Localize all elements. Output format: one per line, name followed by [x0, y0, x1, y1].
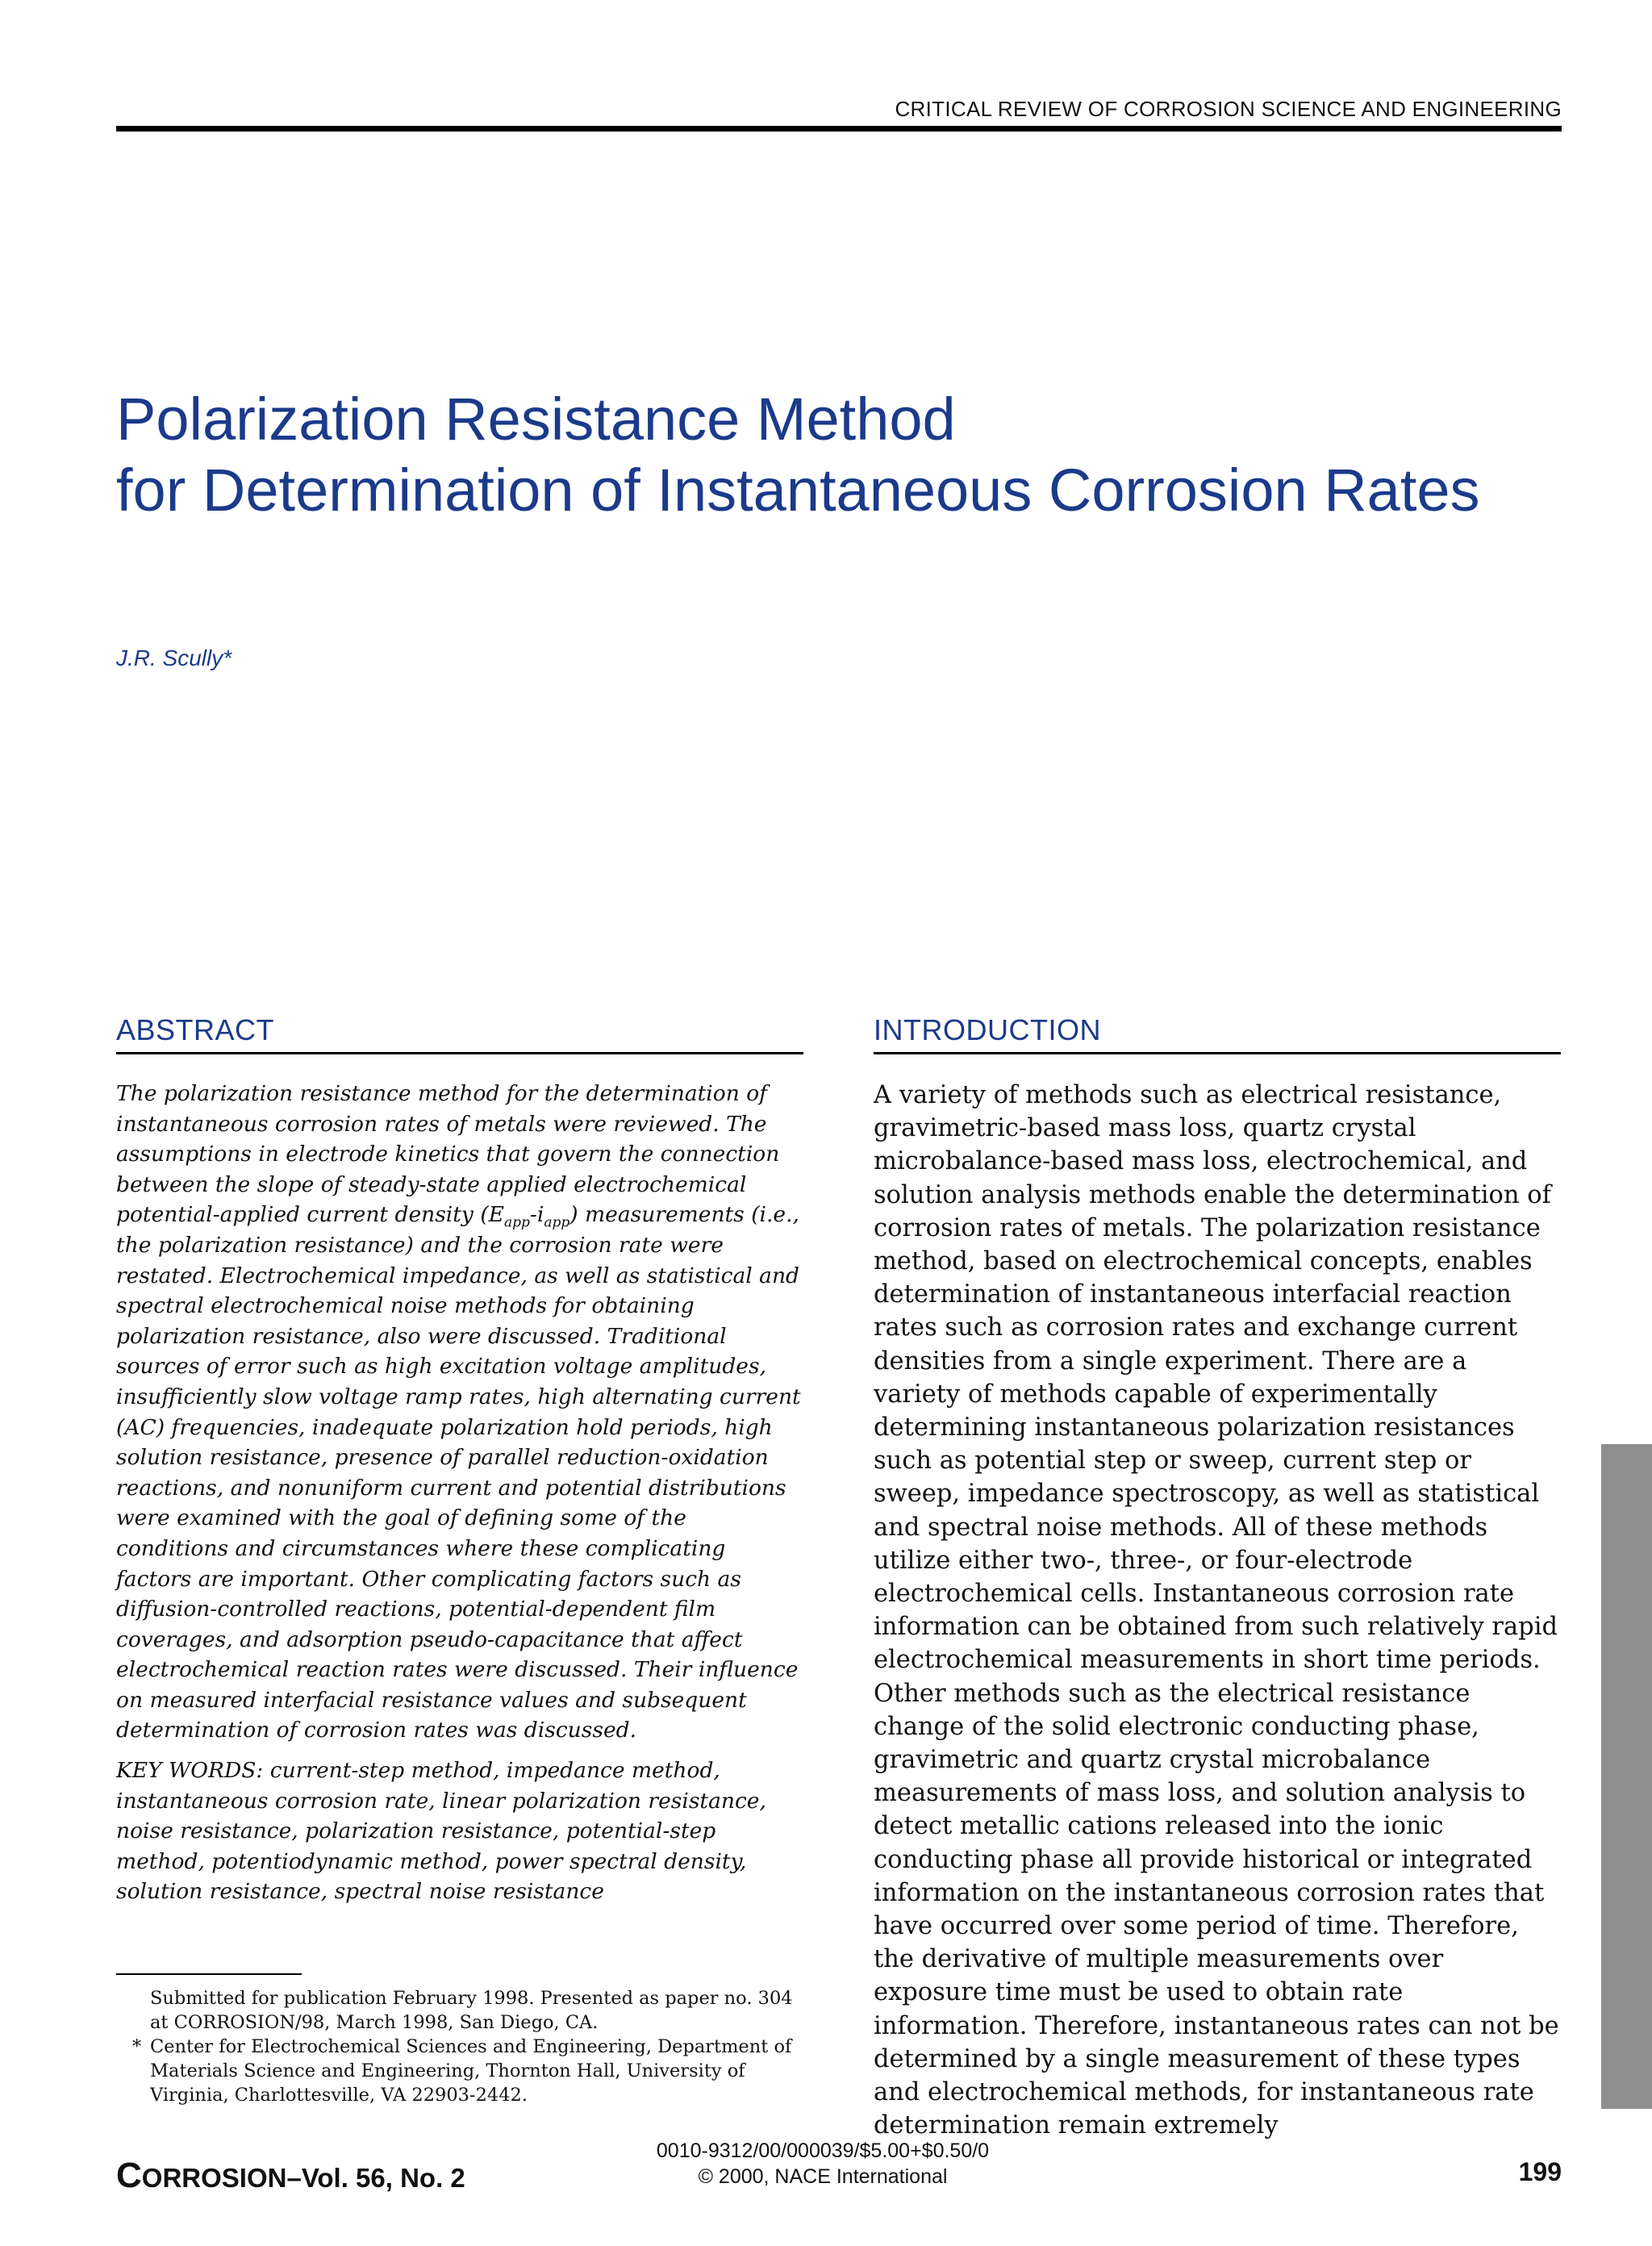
abstract-column — [116, 1013, 803, 1917]
footnote-affiliation-text: Center for Electrochemical Sciences and Engineering, Department of Materials Science and Engineering, Thornton Hall, University of Virginia, Charlottesville, VA 22903-2442. — [150, 2036, 792, 2106]
title-line-2: for Determination of Instantaneous Corrosion Rates — [116, 457, 1480, 524]
header-rule — [116, 126, 1562, 132]
footnote-affiliation — [116, 2035, 810, 2107]
footnotes — [116, 1986, 810, 2107]
subscript-app-2: app — [544, 1214, 570, 1231]
keywords: KEY WORDS: current-step method, impedance method, instantaneous corrosion rate, linear polarization resistance, noise resistance, polarization resistance, potential-step method, potentiodynamic method, power spectral density, solution resistance, spectral noise resistance — [116, 1758, 766, 1905]
introduction-column — [874, 1013, 1561, 2143]
abstract-text-3: ) measurements (i.e., the polarization resistance) and the corrosion rate were restated. Electrochemical impedance, as well as statistical and spectral electrochemical noise methods for obtaining polarization resistance, also were discussed. Traditional sources of error such as high excitation voltage amplitudes, insufficiently slow voltage ramp rates, high alternating current (AC) frequencies, inadequate polarization hold periods, high solution resistance, presence of parallel reduction-oxidation reactions, and nonuniform current and potential distributions were examined with the goal of defining some of the conditions and circumstances where these complicating factors are important. Other complicating factors such as diffusion-controlled reactions, potential-dependent film coverages, and adsorption pseudo-capacitance that affect electrochemical reaction rates were discussed. Their influence on measured interfacial resistance values and subsequent determination of corrosion rates was discussed. — [116, 1202, 801, 1743]
introduction-paragraph: A variety of methods such as electrical resistance, gravimetric-based mass loss, quartz crystal microbalance-based mass loss, electrochemical, and solution analysis methods enable the determination of corrosion rates of metals. The polarization resistance method, based on electrochemical concepts, enables determination of instantaneous interfacial reaction rates such as corrosion rates and exchange current densities from a single experiment. There are a variety of methods capable of experimentally determining instantaneous polarization resistances such as potential step or sweep, current step or sweep, impedance spectroscopy, as well as statistical and spectral noise methods. All of these methods utilize either two-, three-, or four-electrode electrochemical cells. Instantaneous corrosion rate information can be obtained from such relatively rapid electrochemical measurements in short time periods. Other methods such as the electrical resistance change of the solid electronic conducting phase, gravimetric and quartz crystal microbalance measurements of mass loss, and solution analysis to detect metallic cations released into the ionic conducting phase all provide historical or integrated information on the instantaneous corrosion rates that have occurred over some period of time. Therefore, the derivative of multiple measurements over exposure time must be used to obtain rate information. Therefore, instantaneous rates can not be determined by a single measurement of these types and electrochemical methods, for instantaneous rate determination remain extremely — [874, 1081, 1559, 2140]
running-head: CRITICAL REVIEW OF CORROSION SCIENCE AND ENGINEERING — [895, 97, 1562, 121]
edge-tab — [1601, 1444, 1652, 2109]
abstract-paragraph — [116, 1079, 803, 1746]
footnote-star: * — [132, 2036, 142, 2057]
copyright: © 2000, NACE International — [698, 2165, 948, 2188]
footnote-submission-text: Submitted for publication February 1998. Presented as paper no. 304 at CORROSION/98, March 1998, San Diego, CA. — [150, 1988, 793, 2033]
publication-code: 0010-9312/00/000039/$5.00+$0.50/0 — [656, 2140, 990, 2162]
title-line-1: Polarization Resistance Method — [116, 386, 956, 453]
author: J.R. Scully* — [116, 645, 232, 670]
journal-rest: ORROSION–Vol. 56, No. 2 — [141, 2163, 465, 2193]
abstract-text-2: -i — [529, 1202, 544, 1228]
introduction-heading: INTRODUCTION — [874, 1013, 1561, 1054]
journal-citation — [116, 2156, 465, 2196]
page-number: 199 — [1518, 2157, 1562, 2186]
subscript-app-1: app — [504, 1214, 530, 1231]
footer-center — [597, 2138, 1049, 2190]
abstract-heading: ABSTRACT — [116, 1013, 803, 1054]
footnote-submission — [116, 1986, 810, 2035]
paper-title — [116, 384, 1568, 526]
introduction-body — [874, 1079, 1561, 2143]
journal-initial: C — [116, 2156, 142, 2195]
abstract-text-1: The polarization resistance method for the determination of instantaneous corrosion rates of metals were reviewed. The assumptions in electrode kinetics that govern the connection between the slope of steady-state applied electrochemical potential-applied current density (E — [116, 1081, 780, 1228]
footnote-rule — [116, 1973, 302, 1975]
abstract-body — [116, 1079, 803, 1907]
